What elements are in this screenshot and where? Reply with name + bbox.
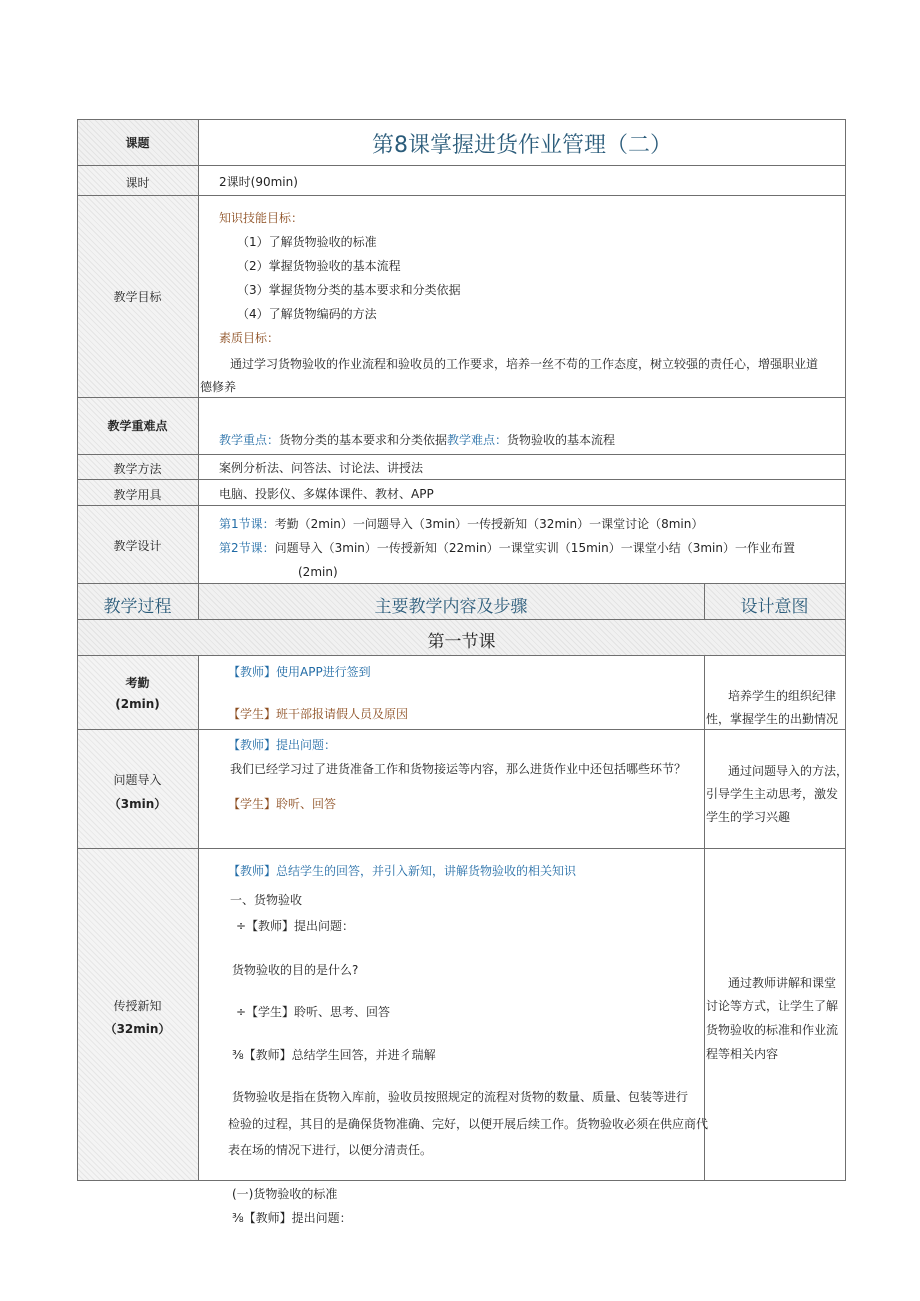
nk-intent-line1: 通过教师讲解和课堂 (728, 976, 837, 990)
design-line2-cont: (2min) (298, 565, 338, 579)
knowledge-item-4: （4）了解货物编码的方法 (237, 307, 377, 321)
attendance-teacher: 【教师】使用APP进行签到 (228, 665, 371, 679)
difficulty-text: 货物验收的基本流程 (507, 433, 616, 447)
keypoints-label: 教学重难点 (107, 419, 168, 433)
methods-label: 教学方法 (113, 462, 162, 476)
process-header-col2: 主要教学内容及步骤 (374, 597, 528, 617)
knowledge-item-1: （1）了解货物验收的标准 (237, 235, 377, 249)
nk-teacher-summary: 【教师】总结学生的回答，并引入新知，讲解货物验收的相关知识 (228, 864, 577, 878)
design-line1-heading: 第1节课： (219, 517, 275, 531)
keypoints-line (219, 432, 615, 448)
objectives-label: 教学目标 (113, 290, 162, 304)
difficulty-heading: 教学难点： (447, 433, 508, 447)
footer-subsection: (一)货物验收的标准 (232, 1187, 338, 1201)
methods-value: 案例分析法、问答法、讨论法、讲授法 (219, 461, 424, 475)
keypoint-text: 货物分类的基本要求和分类依据 (279, 433, 448, 447)
nk-section-one: 一、货物验收 (230, 893, 303, 907)
label-col-bg (77, 165, 198, 583)
design-line2-text: 问题导入（3min）一传授新知（22min）一课堂实训（15min）一课堂小结（3min）一作业布置 (274, 541, 795, 555)
process-header-col1: 教学过程 (103, 597, 172, 617)
intro-student: 【学生】聆听、回答 (228, 797, 337, 811)
process-label-col-bg (77, 655, 198, 1180)
design-label: 教学设计 (113, 539, 162, 553)
nk-intent-line4: 程等相关内容 (706, 1047, 779, 1061)
design-line2-heading: 第2节课： (219, 541, 275, 555)
new-knowledge-time: （32min） (104, 1022, 171, 1036)
nk-teacher-question: ÷【教师】提出问题： (236, 919, 355, 933)
intro-time: （3min） (108, 797, 167, 811)
intro-teacher: 【教师】提出问题： (228, 738, 337, 752)
attendance-label: 考勤 (125, 676, 150, 690)
attendance-student: 【学生】班干部报请假人员及原因 (228, 707, 409, 721)
knowledge-item-3: （3）掌握货物分类的基本要求和分类依据 (237, 283, 461, 297)
intro-label: 问题导入 (113, 773, 162, 787)
tools-value: 电脑、投影仪、多媒体课件、教材、APP (219, 487, 434, 501)
quality-heading: 素质目标： (219, 331, 280, 345)
attendance-intent-line2: 性，掌握学生的出勤情况 (706, 712, 839, 726)
knowledge-item-2: （2）掌握货物验收的基本流程 (237, 259, 401, 273)
nk-teacher-explain: ⅜【教师】总结学生回答，并进彳瑞解 (232, 1048, 436, 1062)
intro-intent-line2: 引导学生主动思考，激发 (706, 787, 839, 801)
intro-intent-line1: 通过问题导入的方法， (728, 764, 849, 778)
intro-intent-line3: 学生的学习兴趣 (706, 810, 791, 824)
topic-label: 课题 (125, 136, 150, 150)
page-title: 第8课掌握进货作业管理（二） (372, 133, 672, 158)
knowledge-heading: 知识技能目标： (219, 211, 304, 225)
tools-label: 教学用具 (113, 488, 162, 502)
quality-text-line2: 德修养 (200, 380, 237, 394)
design-line1-text: 考勤（2min）一问题导入（3min）一传授新知（32min）一课堂讨论（8min） (274, 517, 704, 531)
hours-label: 课时 (125, 176, 150, 190)
nk-para-line1: 货物验收是指在货物入库前，验收员按照规定的流程对货物的数量、质量、包装等进行 (232, 1090, 689, 1104)
process-header-col3: 设计意图 (740, 597, 809, 617)
nk-question: 货物验收的目的是什么? (232, 963, 359, 977)
keypoint-heading: 教学重点： (219, 433, 280, 447)
attendance-time: (2min) (115, 697, 160, 711)
quality-text-line1: 通过学习货物验收的作业流程和验收员的工作要求，培养一丝不苟的工作态度，树立较强的责任心，增强职业道 (230, 357, 819, 371)
section-title: 第一节课 (427, 632, 496, 652)
nk-para-line3: 表在场的情况下进行，以便分清责任。 (228, 1143, 433, 1157)
nk-intent-line2: 讨论等方式，让学生了解 (706, 999, 839, 1013)
design-line-1 (219, 516, 703, 532)
nk-intent-line3: 货物验收的标准和作业流 (706, 1023, 839, 1037)
nk-student: ÷【学生】聆听、思考、回答 (236, 1005, 391, 1019)
design-line-2 (219, 540, 795, 556)
footer-teacher-question: ⅜【教师】提出问题： (232, 1211, 352, 1225)
new-knowledge-label: 传授新知 (113, 999, 162, 1013)
hours-value: 2课时(90min) (219, 175, 298, 189)
intro-question: 我们已经学习过了进货准备工作和货物接运等内容，那么进货作业中还包括哪些环节？ (230, 762, 687, 776)
attendance-intent-line1: 培养学生的组织纪律 (728, 689, 837, 703)
nk-para-line2: 检验的过程，其目的是确保货物准确、完好，以便开展后续工作。货物验收必须在供应商代 (228, 1117, 709, 1131)
